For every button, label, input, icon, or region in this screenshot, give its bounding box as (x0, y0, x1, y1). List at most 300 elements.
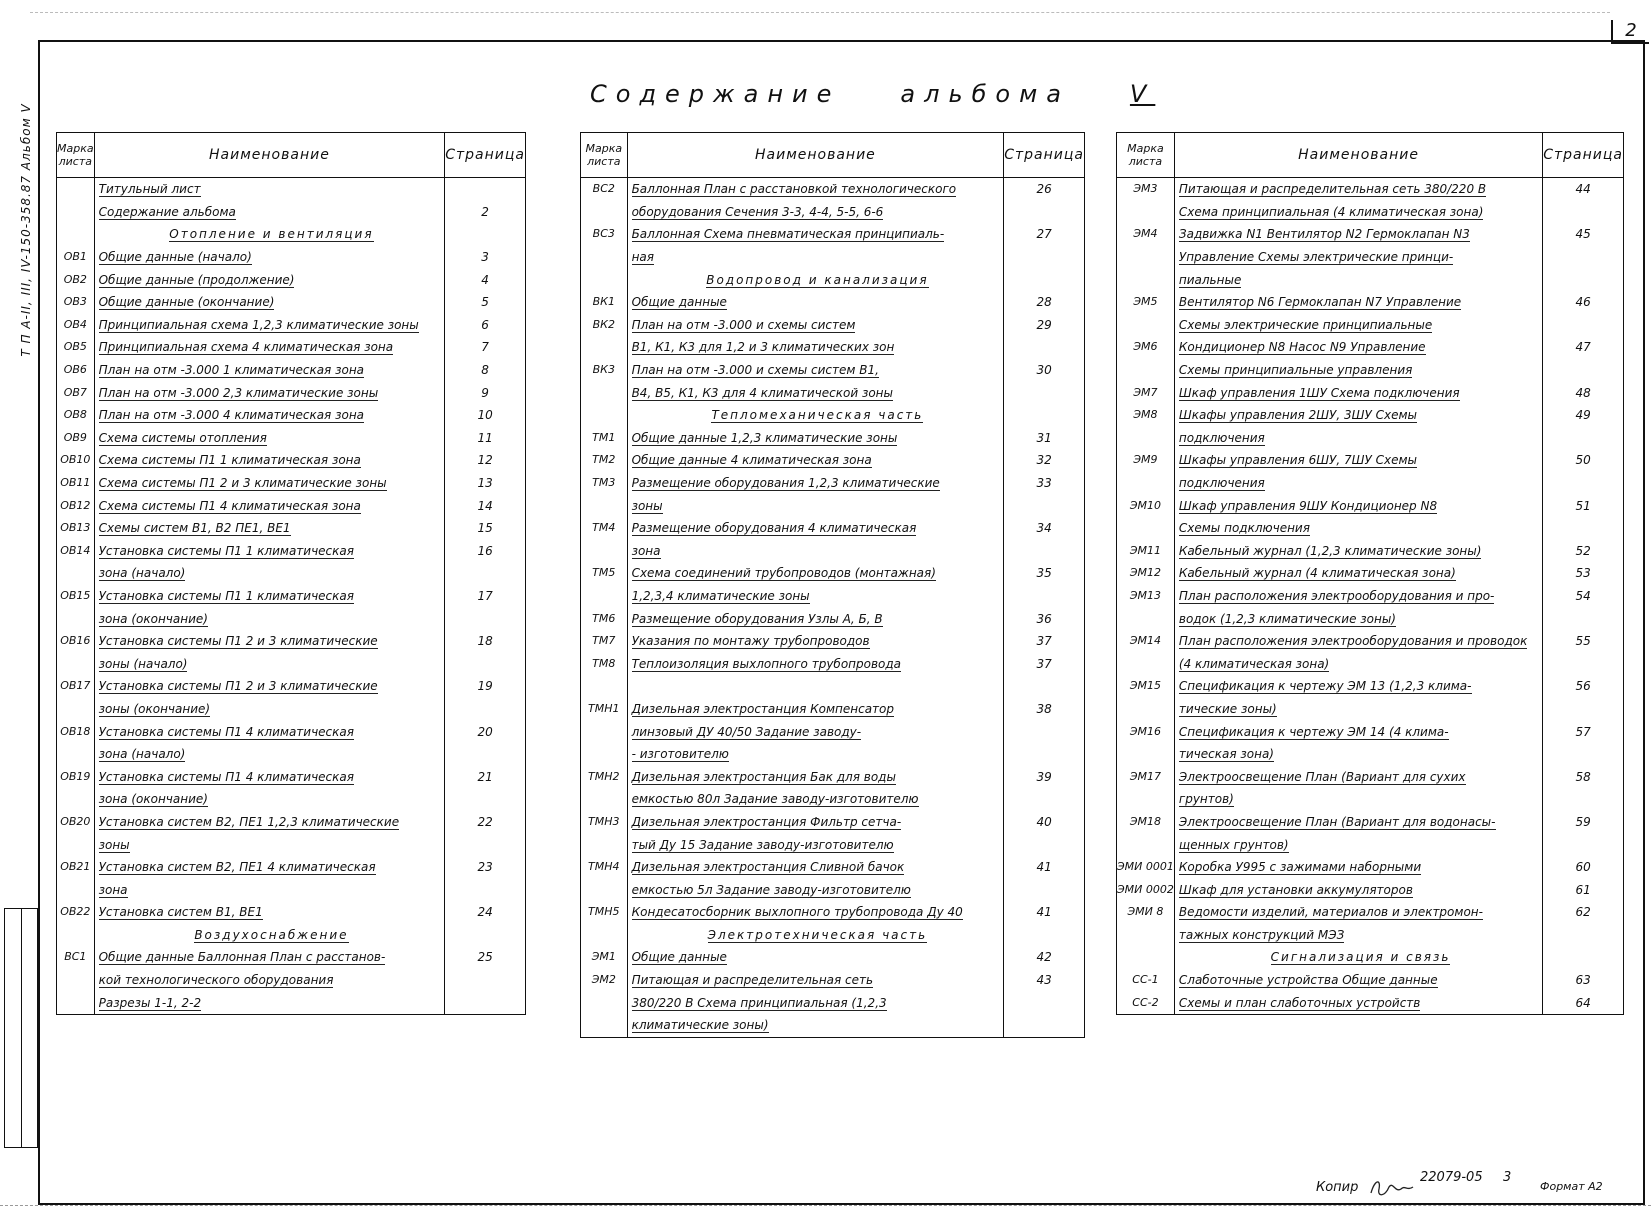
name-cell (627, 201, 1004, 224)
name-cell (627, 449, 1004, 472)
name-text: Управление Схемы электрические принци- (1178, 250, 1454, 265)
name-cell (94, 585, 445, 608)
name-text: зоны (98, 837, 130, 852)
name-text: Схема системы П1 1 климатическая зона (98, 453, 361, 468)
name-text: зона (окончание) (98, 792, 208, 807)
stamp-box (4, 908, 38, 1148)
name-cell (627, 901, 1004, 924)
page-cell (445, 178, 526, 201)
page-cell (1004, 540, 1085, 563)
name-cell (627, 585, 1004, 608)
mark-cell: ТМ2 (581, 449, 628, 472)
page-cell: 56 (1543, 675, 1624, 698)
name-text: Питающая и распределительная сеть 380/220 В (1178, 182, 1487, 197)
page-cell: 2 (445, 201, 526, 224)
footer-format: Формат А2 (1540, 1180, 1603, 1193)
name-text: План на отм -3.000 и схемы систем (631, 317, 856, 332)
name-text: 1,2,3,4 климатические зоны (631, 588, 810, 603)
table-row (1117, 427, 1624, 450)
page-cell: 18 (445, 630, 526, 653)
table-row (57, 788, 526, 811)
mark-cell (1117, 517, 1175, 540)
mark-cell: ТМН3 (581, 811, 628, 834)
name-cell (94, 698, 445, 721)
footer-kopir: Копир (1316, 1180, 1359, 1195)
side-code (6, 90, 46, 370)
mark-cell: ВК1 (581, 291, 628, 314)
page-cell (1004, 720, 1085, 743)
mark-cell (1117, 607, 1175, 630)
page-cell: 17 (445, 585, 526, 608)
mark-cell (1117, 833, 1175, 856)
name-cell (1174, 517, 1542, 540)
name-text: Водопровод и канализация (706, 272, 929, 287)
name-text: 380/220 В Схема принципиальная (1,2,3 (631, 995, 887, 1010)
mark-cell: ЭМИ 8 (1117, 901, 1175, 924)
table-row (1117, 404, 1624, 427)
page-cell: 42 (1004, 946, 1085, 969)
table-row (57, 969, 526, 992)
table-row (581, 404, 1085, 427)
name-cell (627, 743, 1004, 766)
name-text: Ведомости изделий, материалов и электромон- (1178, 905, 1483, 920)
name-cell (1174, 856, 1542, 879)
name-cell (94, 314, 445, 337)
page-cell (1004, 336, 1085, 359)
name-cell (627, 765, 1004, 788)
table-row (581, 652, 1085, 675)
page-cell (1004, 675, 1085, 698)
name-cell (94, 991, 445, 1014)
name-text: зоны (начало) (98, 656, 188, 671)
name-text: Шкафы управления 2ШУ, 3ШУ Схемы (1178, 408, 1417, 423)
name-text: зоны (окончание) (98, 701, 211, 716)
page-cell: 41 (1004, 901, 1085, 924)
mark-cell: ЭМ1 (581, 946, 628, 969)
page-cell: 60 (1543, 856, 1624, 879)
table-row (581, 427, 1085, 450)
name-cell (1174, 246, 1542, 269)
table-row (581, 472, 1085, 495)
mark-cell: ОВ16 (57, 630, 95, 653)
mark-cell (57, 698, 95, 721)
mark-cell: ОВ22 (57, 901, 95, 924)
name-text: тические зоны) (1178, 701, 1277, 716)
page-cell (1543, 607, 1624, 630)
section-heading (627, 924, 1004, 947)
mark-cell (1117, 924, 1175, 947)
name-text: - изготовителю (631, 747, 729, 762)
mark-cell: ВС3 (581, 223, 628, 246)
table-row (1117, 788, 1624, 811)
top-cut-line (30, 12, 1610, 13)
page-cell: 53 (1543, 562, 1624, 585)
table-row (1117, 268, 1624, 291)
table-row (1117, 924, 1624, 947)
page-cell: 4 (445, 268, 526, 291)
mark-cell: ОВ5 (57, 336, 95, 359)
name-cell (627, 494, 1004, 517)
name-cell (627, 314, 1004, 337)
name-cell (1174, 833, 1542, 856)
page-cell (445, 223, 526, 246)
page-cell: 12 (445, 449, 526, 472)
name-text: Схемы электрические принципиальные (1178, 317, 1433, 332)
table-row (57, 833, 526, 856)
page-cell (1004, 924, 1085, 947)
name-text: зона (98, 882, 128, 897)
mark-cell (581, 404, 628, 427)
table-row (581, 359, 1085, 382)
table-row (1117, 856, 1624, 879)
name-cell (1174, 562, 1542, 585)
table-row (1117, 720, 1624, 743)
page-cell (1004, 381, 1085, 404)
contents-table-2 (580, 132, 1085, 1038)
name-text: Установка системы П1 1 климатическая (98, 588, 354, 603)
table-row (581, 969, 1085, 992)
page-cell (1543, 743, 1624, 766)
mark-cell: ОВ14 (57, 540, 95, 563)
page-cell: 38 (1004, 698, 1085, 721)
name-text: Спецификация к чертежу ЭМ 14 (4 клима- (1178, 724, 1449, 739)
name-cell (1174, 494, 1542, 517)
page-cell: 7 (445, 336, 526, 359)
bottom-cut-line (0, 1205, 1651, 1206)
name-cell (627, 359, 1004, 382)
page-cell: 43 (1004, 969, 1085, 992)
mark-cell: ЭМ4 (1117, 223, 1175, 246)
mark-cell: СС-2 (1117, 991, 1175, 1014)
page-cell (1004, 494, 1085, 517)
table-row (1117, 969, 1624, 992)
table-row (1117, 291, 1624, 314)
name-cell (627, 675, 1004, 698)
page-cell (1004, 1014, 1085, 1037)
table-row (1117, 201, 1624, 224)
name-text: ная (631, 250, 654, 265)
page-cell: 30 (1004, 359, 1085, 382)
name-text: Теплоизоляция выхлопного трубопровода (631, 656, 902, 671)
name-cell (94, 178, 445, 201)
mark-cell: ЭМ6 (1117, 336, 1175, 359)
mark-cell: ОВ1 (57, 246, 95, 269)
mark-cell (1117, 743, 1175, 766)
mark-cell (57, 924, 95, 947)
name-cell (627, 472, 1004, 495)
name-cell (1174, 743, 1542, 766)
name-cell (627, 720, 1004, 743)
table-row (1117, 765, 1624, 788)
name-text: Размещение оборудования 4 климатическая (631, 521, 917, 536)
table-row (581, 788, 1085, 811)
name-text: Дизельная электростанция Сливной бачок (631, 860, 905, 875)
mark-cell (57, 223, 95, 246)
mark-cell: ВК3 (581, 359, 628, 382)
name-cell (1174, 314, 1542, 337)
page-cell (1543, 201, 1624, 224)
mark-cell (581, 1014, 628, 1037)
table-row (581, 223, 1085, 246)
name-cell (94, 427, 445, 450)
page-cell (1004, 585, 1085, 608)
mark-cell (57, 607, 95, 630)
table-row (57, 607, 526, 630)
name-cell (627, 811, 1004, 834)
table-row (57, 359, 526, 382)
contents-table-3 (1116, 132, 1624, 1015)
header-mark: Марка листа (57, 133, 95, 178)
page-cell (1543, 788, 1624, 811)
mark-cell (57, 178, 95, 201)
table-row (57, 246, 526, 269)
mark-cell: ОВ15 (57, 585, 95, 608)
mark-cell: ОВ19 (57, 765, 95, 788)
table-row (57, 924, 526, 947)
mark-cell: ОВ3 (57, 291, 95, 314)
mark-cell: ОВ8 (57, 404, 95, 427)
page-cell: 15 (445, 517, 526, 540)
name-text: Установка системы П1 2 и 3 климатические (98, 634, 378, 649)
name-cell (1174, 427, 1542, 450)
table-row (581, 268, 1085, 291)
page-cell: 58 (1543, 765, 1624, 788)
name-cell (627, 856, 1004, 879)
page-cell: 59 (1543, 811, 1624, 834)
mark-cell: ВС2 (581, 178, 628, 201)
table-row (1117, 540, 1624, 563)
name-text: Схемы принципиальные управления (1178, 363, 1413, 378)
name-cell (1174, 540, 1542, 563)
name-cell (1174, 924, 1542, 947)
table-row (1117, 494, 1624, 517)
page-cell: 44 (1543, 178, 1624, 201)
mark-cell (1117, 652, 1175, 675)
name-text: Содержание альбома (98, 204, 236, 219)
page-cell: 13 (445, 472, 526, 495)
name-text: зоны (631, 498, 663, 513)
page-cell (445, 878, 526, 901)
name-cell (94, 901, 445, 924)
table-row (57, 336, 526, 359)
table-row (1117, 449, 1624, 472)
table-row (57, 562, 526, 585)
page-cell (1543, 517, 1624, 540)
table-row (581, 946, 1085, 969)
name-text: Указания по монтажу трубопроводов (631, 634, 870, 649)
name-cell (1174, 223, 1542, 246)
name-cell (627, 607, 1004, 630)
page-cell: 16 (445, 540, 526, 563)
page-cell: 25 (445, 946, 526, 969)
name-cell (94, 336, 445, 359)
name-cell (1174, 359, 1542, 382)
mark-cell: ТМ7 (581, 630, 628, 653)
page-cell (445, 924, 526, 947)
mark-cell: ОВ13 (57, 517, 95, 540)
footer-number: 22079-05 (1420, 1170, 1483, 1185)
header-page: Страница (445, 133, 526, 178)
table-row (57, 404, 526, 427)
name-text: Дизельная электростанция Бак для воды (631, 769, 896, 784)
mark-cell: ТМ6 (581, 607, 628, 630)
page-cell: 48 (1543, 381, 1624, 404)
page-cell: 24 (445, 901, 526, 924)
name-cell (627, 291, 1004, 314)
table-row (1117, 178, 1624, 201)
name-text: подключения (1178, 476, 1265, 491)
mark-cell (581, 720, 628, 743)
name-text: Кабельный журнал (4 климатическая зона) (1178, 566, 1456, 581)
name-text: (4 климатическая зона) (1178, 656, 1330, 671)
name-cell (627, 223, 1004, 246)
mark-cell: ОВ17 (57, 675, 95, 698)
name-text: Кондесатосборник выхлопного трубопровода Ду 40 (631, 905, 963, 920)
page-cell: 34 (1004, 517, 1085, 540)
page-cell: 31 (1004, 427, 1085, 450)
table-row (581, 291, 1085, 314)
name-text: Общие данные (631, 950, 727, 965)
name-cell (94, 811, 445, 834)
table-row (581, 1014, 1085, 1037)
name-text: Дизельная электростанция Фильтр сетча- (631, 814, 902, 829)
name-cell (1174, 698, 1542, 721)
name-text: пиальные (1178, 272, 1242, 287)
table-row (57, 449, 526, 472)
name-text: План расположения электрооборудования и про- (1178, 588, 1495, 603)
name-cell (627, 517, 1004, 540)
mark-cell (581, 878, 628, 901)
name-text: емкостью 80л Задание заводу-изготовителю (631, 792, 919, 807)
name-text: тый Ду 15 Задание заводу-изготовителю (631, 837, 894, 852)
name-text: Шкаф управления 9ШУ Кондиционер N8 (1178, 498, 1438, 513)
name-cell (94, 246, 445, 269)
mark-cell: ОВ18 (57, 720, 95, 743)
name-text: тажных конструкций МЭЗ (1178, 927, 1345, 942)
table-row (1117, 381, 1624, 404)
table-row (57, 856, 526, 879)
table-row (581, 924, 1085, 947)
mark-cell: ТМ4 (581, 517, 628, 540)
table-row (1117, 472, 1624, 495)
name-text: Установка системы П1 1 климатическая (98, 543, 354, 558)
table-row (57, 743, 526, 766)
page-cell: 21 (445, 765, 526, 788)
name-cell (94, 969, 445, 992)
header-name: Наименование (627, 133, 1004, 178)
page-cell: 62 (1543, 901, 1624, 924)
table-row (57, 517, 526, 540)
name-cell (94, 472, 445, 495)
table-row (57, 991, 526, 1014)
name-cell (94, 675, 445, 698)
name-cell (94, 201, 445, 224)
name-cell (94, 788, 445, 811)
table-row (57, 178, 526, 201)
page-cell: 40 (1004, 811, 1085, 834)
table-row (57, 381, 526, 404)
page-title (590, 80, 1215, 108)
name-text: Задвижка N1 Вентилятор N2 Гермоклапан N3 (1178, 227, 1470, 242)
table-row (1117, 743, 1624, 766)
mark-cell: ВК2 (581, 314, 628, 337)
table-row (57, 698, 526, 721)
mark-cell: ЭМ10 (1117, 494, 1175, 517)
name-cell (627, 698, 1004, 721)
table-row (581, 878, 1085, 901)
mark-cell (581, 246, 628, 269)
name-cell (1174, 607, 1542, 630)
mark-cell: ОВ4 (57, 314, 95, 337)
table-row (1117, 946, 1624, 969)
table-row (581, 540, 1085, 563)
name-cell (1174, 381, 1542, 404)
name-text: зона (окончание) (98, 611, 208, 626)
name-text: Общие данные (окончание) (98, 295, 275, 310)
page-cell: 11 (445, 427, 526, 450)
page-cell: 37 (1004, 630, 1085, 653)
mark-cell (57, 743, 95, 766)
mark-cell (581, 924, 628, 947)
page-cell (1543, 472, 1624, 495)
name-cell (94, 833, 445, 856)
name-cell (94, 291, 445, 314)
mark-cell (581, 336, 628, 359)
name-text: План на отм -3.000 и схемы систем В1, (631, 363, 879, 378)
mark-cell (1117, 268, 1175, 291)
page-cell (1004, 833, 1085, 856)
name-cell (1174, 720, 1542, 743)
name-cell (627, 246, 1004, 269)
mark-cell (57, 969, 95, 992)
name-cell (94, 720, 445, 743)
mark-cell: ОВ12 (57, 494, 95, 517)
name-cell (1174, 901, 1542, 924)
mark-cell (1117, 427, 1175, 450)
table-row (57, 585, 526, 608)
mark-cell: ТМН1 (581, 698, 628, 721)
table-row (1117, 223, 1624, 246)
page-cell: 50 (1543, 449, 1624, 472)
name-text: Слаботочные устройства Общие данные (1178, 973, 1438, 988)
mark-cell (1117, 946, 1175, 969)
name-cell (627, 562, 1004, 585)
mark-cell (1117, 246, 1175, 269)
page-cell: 55 (1543, 630, 1624, 653)
header-page: Страница (1004, 133, 1085, 178)
mark-cell: ТМ8 (581, 652, 628, 675)
page-cell: 9 (445, 381, 526, 404)
name-text: емкостью 5л Задание заводу-изготовителю (631, 882, 911, 897)
name-text: Общие данные (начало) (98, 250, 252, 265)
name-cell (627, 381, 1004, 404)
name-cell (1174, 878, 1542, 901)
page-cell: 61 (1543, 878, 1624, 901)
page-cell: 14 (445, 494, 526, 517)
name-text: Принципиальная схема 1,2,3 климатические зоны (98, 317, 419, 332)
name-cell (1174, 630, 1542, 653)
page-cell (1004, 404, 1085, 427)
name-text: Дизельная электростанция Компенсатор (631, 701, 895, 716)
contents-table-1 (56, 132, 526, 1015)
table-row (1117, 336, 1624, 359)
table-row (57, 652, 526, 675)
name-cell (627, 788, 1004, 811)
page-cell (1543, 946, 1624, 969)
name-cell (94, 765, 445, 788)
page-cell: 63 (1543, 969, 1624, 992)
mark-cell (581, 381, 628, 404)
